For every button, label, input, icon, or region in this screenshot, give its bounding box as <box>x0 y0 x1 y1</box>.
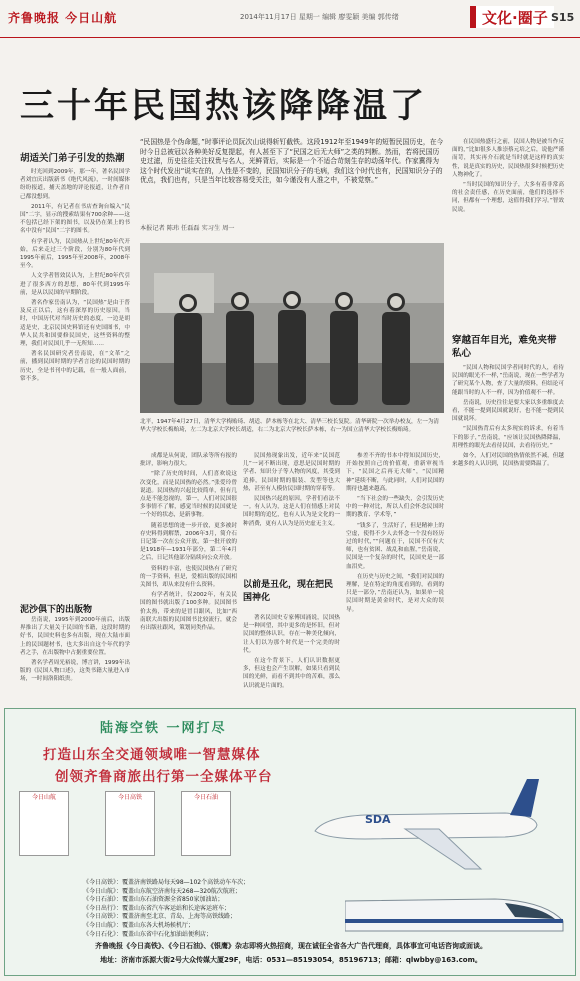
ad-footer-line: 齐鲁晚报《今日高铁》、《今日石油》、《银鹰》杂志即将火热招商，现在诚征全省各大广告代理商，具体事宜可电话咨询或面谈。 <box>95 942 487 950</box>
historical-photo <box>140 243 444 413</box>
photo-caption: 北平，1947年4月27日，清华大学梅贻琦、胡适、萨本栋等在北大、清华三校长复院。清华研院一次举办校友，左一为清华大学校长梅贻琦，左二为北京大学校长胡适，右二为北京大学校长萨本栋，右一为国立清华大学校长梅贻琦。 <box>140 419 440 433</box>
airline-brand: SDA <box>365 813 391 826</box>
paragraph: 有学者认为，民国热从上世纪80年代开始，后来走过三个阶段，分别为80年代到1995年前后，1995年至2008年，2008年至今。 <box>20 238 130 270</box>
paragraph: 著名作家岳南认为，“民国热”是由于普及反正以后，这有着深厚的历史原因。当时，中国历代对当时历史的态度，一边是胡适是史，北京民国史料馆还有史国图书，中华人民共和国要修民国史，这些资料的整理，我们对民国几乎一无所知…… <box>20 300 130 348</box>
paragraph: 在民国热盛行之前，民国人物是被当作反面的，”比如很多人推崇蔡元培之后，说他严谨而苛，其实再介石就是当时就是这样的真实性，说是真实的历史，民国热很多时候把历史人物神化了。 <box>452 139 564 178</box>
article-lead: “民国热是个伪命题，”时事评论员阮次山说得斩钉截铁。这段1912年至1949年的短暂民国历史，在今时今日总被冠以各种美好反复提起，有人甚至下了“民国之后无大师”之类的判断。然而，若将民国历史过滤，历史往往关注权贵与名人，光鲜背后，实际是一个不适合苛刻生存的动荡年代。作家冀得为这个时代发出“说实在的，人性是不变的，民国知识分子的毛病，我们这个时代也有，民国知识分子的优点，我们也有，只是当年比较容易受关注，如今谨没有人淮之中，不被觉察。” <box>140 138 444 185</box>
column-1b <box>20 616 130 700</box>
ad-headline-1: 打造山东全交通领域唯一智慧媒体 <box>43 747 261 763</box>
paragraph: “民国人物和民国学者同时代的人，看待民国的眼光不一样，”岳南说，现在一些学者为了研究某个人物，查了大量的资料，但结论可能跟当时的人不一样，因为价值观不一样。 <box>452 365 564 396</box>
ad-list-item: 《今日高铁》：覆盖济南铁路局每天98—102个高铁动车车次； <box>83 879 250 886</box>
paragraph: 民国热现象出发，近年来“民国范儿”一词不断出现，意思是民国时期的学者、知识分子等人物的风度，其受到追捧，民国时期的服装、发型等也大热，甚至有人模仿民国时期的穿着等。 <box>243 453 340 492</box>
subhead-5: 穿越百年目光，难免夹带私心 <box>452 335 557 359</box>
paragraph: “除了历史的时间，人们喜欢说这次变化，而是民国热的必然。”张爱玲曾说道。民国热的兴起比较简单，但有几点是不能忽视的，第一，人们对民国很多事情不了解，感觉当时候的民国就是一个好的状态，是新事物。 <box>140 471 237 519</box>
paragraph: 著名民国研究者岳南说，在“文革”之前，播到民国时期的学者言论的民国时期的历史，全是书刊中的记载，在一般人面前，常不多。 <box>20 351 130 382</box>
column-1 <box>20 168 130 596</box>
ad-list-item: 《今日石化》：覆盖山东省中石化加油站便利店； <box>83 930 213 938</box>
paragraph: 著名民国史专家傅国涌说，民国热是一种回望，其中更多的是怀旧，但对民国的整体认识，存在一种美化倾向，让人们以为那个时代是一个完美的时代。 <box>243 615 340 654</box>
article-headline: 三十年民国热该降降温了 <box>20 86 427 126</box>
paragraph: 在历史与历史之间，“我们对民国的理解，是在特定的角度看到的，看到的只是一部分，”岳南还认为，如果单一说民国时期是黄金时代，是对大众的误导。 <box>346 573 444 613</box>
ad-list-item: 《今日高铁》：覆盖济南至北京、青岛、上海等高铁线路； <box>83 913 237 921</box>
paragraph: 成都是从何说，团队录等所有报的批评，影响力很大。 <box>140 453 237 468</box>
ad-list-item: 《今日山航》：覆盖山东航空济南每天268—320航次航班； <box>83 887 241 895</box>
column-4 <box>346 452 444 700</box>
paragraph: 参差不齐的书本中得知民国历史，开始按照自己的价值观，重新审视当下，“民国之后再无大师”，“民国精神”延续不断，与此同时，人们对民国的期待也越来越高。 <box>346 453 444 492</box>
magazine-cover <box>19 791 69 856</box>
group-portrait-image <box>140 243 444 413</box>
column-3 <box>243 452 340 572</box>
column-5 <box>452 138 564 328</box>
ad-slogan: 陆海空铁 一网打尽 <box>100 721 227 736</box>
section-title: 文化·圈子 <box>470 6 554 28</box>
paragraph: “钱多了，生活好了，但是精神上的空虚，使得不少人去怀念一个没有经历过的时代，”“问题在于，民国不仅有大师，也有贫困、战乱和血腥，”岳南说，民国是一个复杂的时代，民国史是一部血泪史。 <box>346 522 444 570</box>
ad-headline-2: 创领齐鲁商旅出行第一全媒体平台 <box>55 769 273 785</box>
paragraph: 岳南说，历史往往是要大家以多重维度去看，不能一提到民国就说好，也不能一提到民国就说坏。 <box>452 399 564 423</box>
subhead-3: 以前是丑化，现在把民国神化 <box>243 580 334 603</box>
subhead-1: 泥沙俱下的出版物 <box>20 605 93 615</box>
newspaper-logo: 齐鲁晚报 今日山航 <box>8 11 118 25</box>
paragraph: 随着思想的进一步开放，更多被封存史料得到解禁，2006年3月，简介石日记第一次在公众开放，第一批开放的是1918年—1931年部分，第二年4月之后，日记其他部分陆续向公众开放。 <box>140 522 237 562</box>
reporter-credit: 本报记者 陈玮 任磊磊 实习生 周一 <box>140 225 235 232</box>
column-5b <box>452 364 564 700</box>
paragraph: 民国热兴起的原因，学者们看法不一。有人认为，这是人们在情感上对民国时期的追忆，也有人认为是文化的一种消费，更有人认为是历史虚无主义。 <box>243 496 340 527</box>
paragraph: “当时民国的知识分子，大多有着非常高的社会责任感，在历史面前，他们的选择不同，但都有一个理想，这值得我们学习。”智效民说。 <box>452 182 564 213</box>
page-number: S15 <box>551 11 575 24</box>
magazine-title: 今日山航 <box>31 794 56 801</box>
ad-list-item: 《今日山航》：覆盖山东各大机场候机厅； <box>83 921 195 929</box>
column-2 <box>140 452 237 700</box>
paragraph: 有学者统计，仅2002年，有关民国的图书就出版了100多种。民国图书价太热，带来的是冒目跟风，比如“西南联大出版的民国图书比较流行，就会有出版社跟风，策划同类作品。 <box>140 592 237 632</box>
paragraph: 著名学者周光裕说，博言讲，1999年出版的《民国人物口述》，这类书籍大量进入市场，一时间洛阳纸贵。 <box>20 660 130 683</box>
advertisement <box>4 708 576 976</box>
magazine-cover <box>181 791 231 856</box>
ad-list-item: 《今日出行》：覆盖山东省汽车客运站和长途客运班车； <box>83 904 231 912</box>
paragraph: 岳南说，1995年到2000年前后，出版界推出了大量关于民国的书籍，这段时期的好书，民国史料也多有出版，现在大陆市面上的民国题材书，也大多出自这个年代的学者之手，在出版物中占据重要位置。 <box>20 617 130 656</box>
page-header <box>0 0 580 38</box>
magazine-title: 今日高铁 <box>117 794 142 801</box>
paragraph: “当下社会的一些缺失，会引发历史中的一种对比，所以人们会怀念民国时期的教育、学术等，” <box>346 496 444 519</box>
paragraph: “民国热背后有太多现实的诉求，有着当下的影子，”岳南说，“应该让民国热降降温，用理性的眼光去看待民国，去看待历史。” <box>452 426 564 449</box>
paragraph: 2011年，有记者在书店查询台编入“民国”二字，显示的搜索结果有700余种——这不包括已经下架的图书，以及仍在架上的书名中没有“民国”二字的图书。 <box>20 203 130 235</box>
paragraph: 资料的丰富，也使民国热有了研究的一手资料，但是，爱相出版的民国相关图书，却从来没有什么资料。 <box>140 565 237 589</box>
paragraph: 时光回到2009年，那一年，著名民国学者刘宜庆出版新书《绝代风流》，一时间媒体纷纷报道，捕天盖地的评论报道，让作者自己都没想到。 <box>20 169 130 200</box>
paragraph: 如今，人们对民国的热情依然不减，但越来越多的人认识到，民国热需要降温了。 <box>452 453 564 468</box>
ad-contact: 地址：济南市泺源大街2号大众传媒大厦29F，电话：0531—85193054，85196713；邮箱：qlwbby@163.com。 <box>100 956 482 964</box>
column-3b <box>243 614 340 700</box>
ad-list-item: 《今日石油》：覆盖山东石油资源全省850家加油站； <box>83 896 224 904</box>
airplane-image <box>305 769 545 879</box>
magazine-title: 今日石油 <box>193 794 218 801</box>
train-image <box>345 881 565 937</box>
article-byline: 胡适关门弟子引发的热潮 <box>20 153 125 164</box>
ad-list <box>83 877 249 937</box>
paragraph: 在这个背景下，人们认识数据更多，但这也会产生误解，如果只看到民国的光鲜，而看不到其中的苦难，那么认识就是片面的。 <box>243 658 340 689</box>
paragraph: 人文学者智效民认为，上世纪80年代引进了很多西方的思想，80年代到1995年前，是从以民国的早期阶段。 <box>20 273 130 296</box>
issue-meta: 2014年11月17日 星期一 编辑 廖雯颖 美编 郭传绪 <box>240 13 399 21</box>
magazine-cover <box>105 791 155 856</box>
